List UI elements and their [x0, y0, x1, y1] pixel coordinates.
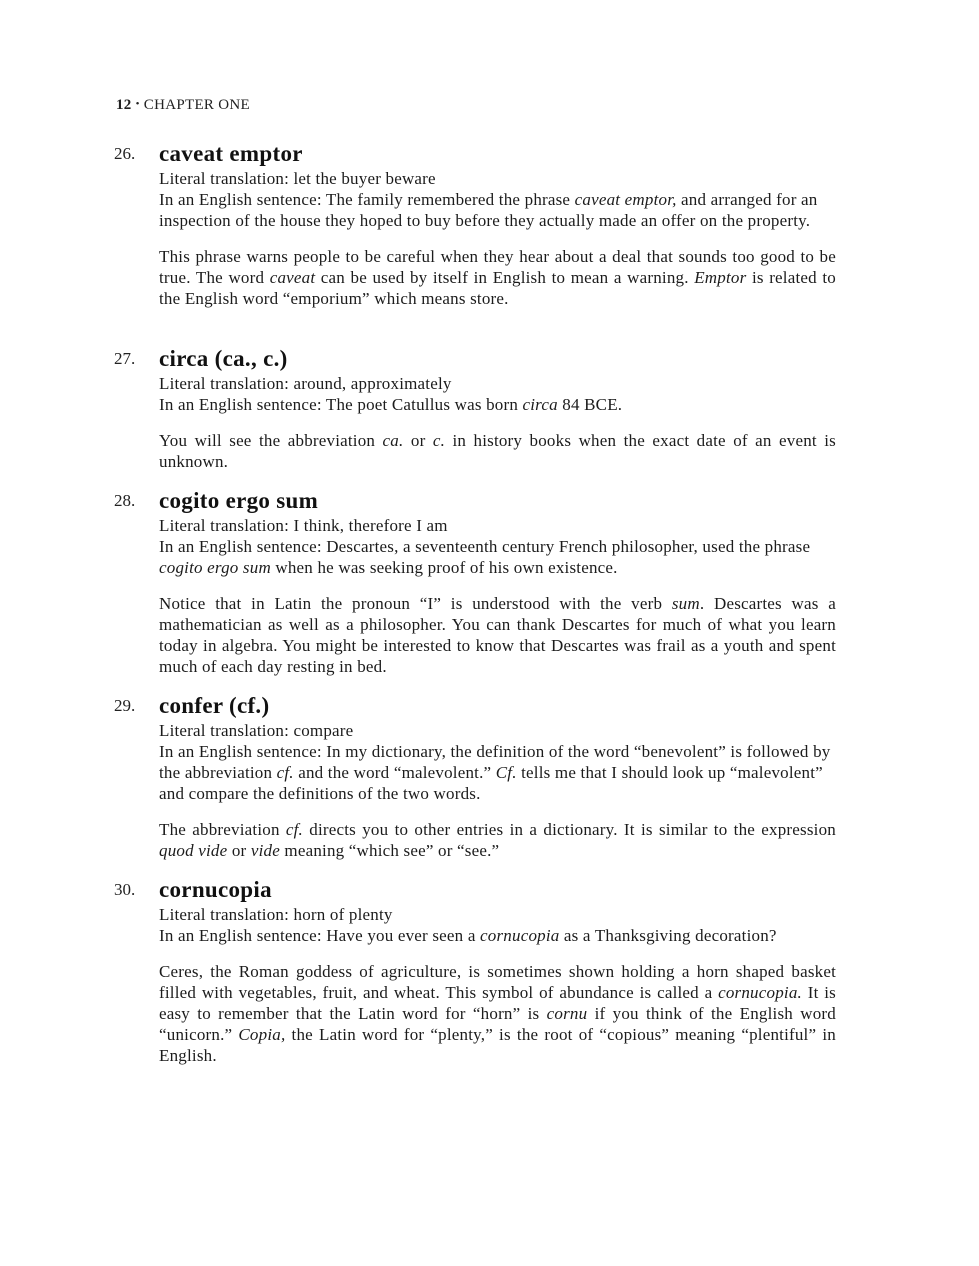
entry-term: cogito ergo sum — [159, 488, 319, 513]
chapter-title: CHAPTER ONE — [143, 97, 250, 113]
entry-term: confer (cf.) — [159, 693, 270, 718]
entry-note: The abbreviation cf. directs you to other entries in a dictionary. It is similar to the expression quod vide or vide meaning “which see” or “see.” — [159, 820, 836, 860]
entry-confer — [114, 692, 836, 861]
literal-translation: Literal translation: let the buyer beware — [159, 169, 436, 188]
literal-translation: Literal translation: compare — [159, 721, 354, 740]
entry-number: 27. — [114, 349, 136, 368]
entry-term: cornucopia — [159, 877, 272, 902]
entry-number: 30. — [114, 880, 136, 899]
example-sentence: In an English sentence: The poet Catullus was born circa 84 BCE. — [159, 395, 623, 414]
page-number: 12 — [116, 97, 132, 113]
running-header — [116, 97, 250, 114]
entry-term: circa (ca., c.) — [159, 346, 288, 371]
literal-translation: Literal translation: I think, therefore I am — [159, 516, 448, 535]
entry-note: This phrase warns people to be careful when they hear about a deal that sounds too good to be true. The word caveat can be used by itself in English to mean a warning. Emptor is related to the English word “emporium” which means store. — [159, 247, 836, 308]
entry-note: You will see the abbreviation ca. or c. in history books when the exact date of an event is unknown. — [159, 431, 836, 471]
entry-note: Notice that in Latin the pronoun “I” is understood with the verb sum. Descartes was a mathematician as well as a philosopher. You can thank Descartes for much of what you learn today in algebra. You might be interested to know that Descartes was frail as a youth and spent much of each day resting in bed. — [159, 594, 836, 676]
entry-cogito-ergo-sum — [114, 487, 836, 677]
example-sentence: In an English sentence: Have you ever seen a cornucopia as a Thanksgiving decoration? — [159, 926, 777, 945]
example-sentence: In an English sentence: Descartes, a seventeenth century French philosopher, used the phrase cogito ergo sum when he was seeking proof of his own existence. — [159, 537, 811, 577]
entry-number: 26. — [114, 144, 136, 163]
entry-note: Ceres, the Roman goddess of agriculture, is sometimes shown holding a horn shaped basket filled with vegetables, fruit, and wheat. This symbol of abundance is called a cornucopia. It is easy to remember that the Latin word for “horn” is cornu if you think of the English word “unicorn.” Copia, the Latin word for “plenty,” is the root of “copious” meaning “plentiful” in English. — [159, 962, 836, 1065]
literal-translation: Literal translation: horn of plenty — [159, 905, 393, 924]
entry-number: 28. — [114, 491, 136, 510]
literal-translation: Literal translation: around, approximately — [159, 374, 452, 393]
example-sentence: In an English sentence: The family remembered the phrase caveat emptor, and arranged for an inspection of the house they hoped to buy before they actually made an offer on the property. — [159, 190, 818, 230]
example-sentence: In an English sentence: In my dictionary, the definition of the word “benevolent” is followed by the abbreviation cf. and the word “malevolent.” Cf. tells me that I should look up “malevolent” and compare the definitions of the two words. — [159, 742, 831, 803]
header-separator: • — [135, 98, 140, 110]
entry-term: caveat emptor — [159, 141, 303, 166]
entry-circa — [114, 345, 836, 472]
entry-caveat-emptor — [114, 140, 836, 309]
entry-number: 29. — [114, 696, 136, 715]
entry-cornucopia — [114, 876, 836, 1066]
